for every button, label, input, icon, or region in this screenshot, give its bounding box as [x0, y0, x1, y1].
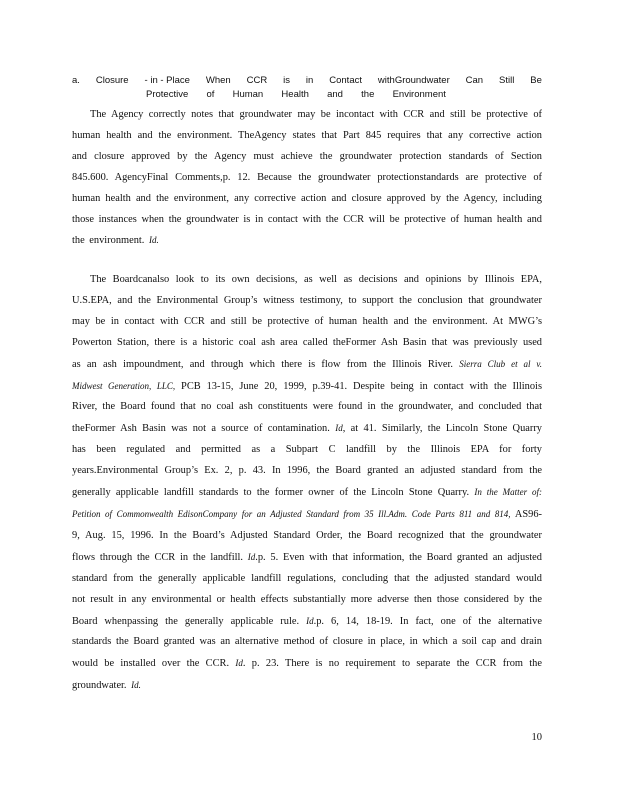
- heading-line-1: a. Closure - in - Place When CCR is in Contact withGroundwater Can Still Be: [72, 75, 542, 86]
- citation: Sierra Club et al v. Midwest Generation, LLC,: [72, 358, 542, 391]
- citation: Id: [335, 423, 343, 434]
- section-heading: [72, 74, 542, 102]
- citation: Id: [247, 551, 256, 562]
- heading-line-2: Protective of Human Health and the Environment: [146, 89, 446, 100]
- citation: Id: [306, 615, 314, 626]
- citation: Id: [235, 658, 243, 669]
- citation: In the Matter of: Petition of Commonwealth EdisonCompany for an Adjusted Standard from 35 Ill.Adm. Code Parts 811 and 814,: [72, 487, 542, 519]
- citation: Id.: [131, 680, 141, 691]
- citation: Id.: [149, 235, 159, 246]
- paragraph-2: The Boardcanalso look to its own decisions, as well as decisions and opinions by Illinois EPA, U.S.EPA, and the Environmental Group’s witness testimony, to support the conclusion that groundwater may be in contact with CCR and still be protective of human health and the environment. At MWG’s Powerton Station, there is a historic coal ash area called theFormer Ash Basin that was previously used as an ash impoundment, and through which there is flow from the Illinois River. Sierra Club et al v. Midwest Generation, LLC, PCB 13-15, June 20, 1999, p.39-41. Despite being in contact with the Illinois River, the Board found that no coal ash constituents were found in the groundwater, and concluded that theFormer Ash Basin was not a source of contamination. Id, at 41. Similarly, the Lincoln Stone Quarry has been regulated and permitted as a Subpart C landfill by the Illinois EPA for forty years.Environmental Group’s Ex. 2, p. 43. In 1996, the Board granted an adjusted standard from the generally applicable landfill standards to the former owner of the Lincoln Stone Quarry. In the Matter of: Petition of Commonwealth EdisonCompany for an Adjusted Standard from 35 Ill.Adm. Code Parts 811 and 814, AS96-9, Aug. 15, 1996. In the Board’s Adjusted Standard Order, the Board recognized that the groundwater flows through the CCR in the landfill. Id.p. 5. Even with that information, the Board granted an adjusted standard from the generally applicable landfill regulations, concluding that the adjusted standard would not result in any environmental or health effects substantially more adverse then those considered by the Board whenpassing the generally applicable rule. Id.p. 6, 14, 18-19. In fact, one of the alternative standards the Board granted was an alternative method of closure in place, in which a soil cap and drain would be installed over the CCR. Id. p. 23. There is no requirement to separate the CCR from the groundwater. Id.: [72, 274, 542, 692]
- heading-letter: a.: [72, 75, 80, 86]
- paragraph-1: The Agency correctly notes that groundwater may be incontact with CCR and still be protective of human health and the environment. TheAgency states that Part 845 requires that any corrective action and closure approved by the Agency must achieve the groundwater protection standards of Section 845.600. AgencyFinal Comments,p. 12. Because the groundwater protectionstandards are protective of human health and the environment, any corrective action and closure approved by the Agency, including those instances when the groundwater is in contact with the CCR will be protective of human health and the environment. Id.: [72, 109, 542, 247]
- page-number: 10: [531, 732, 542, 743]
